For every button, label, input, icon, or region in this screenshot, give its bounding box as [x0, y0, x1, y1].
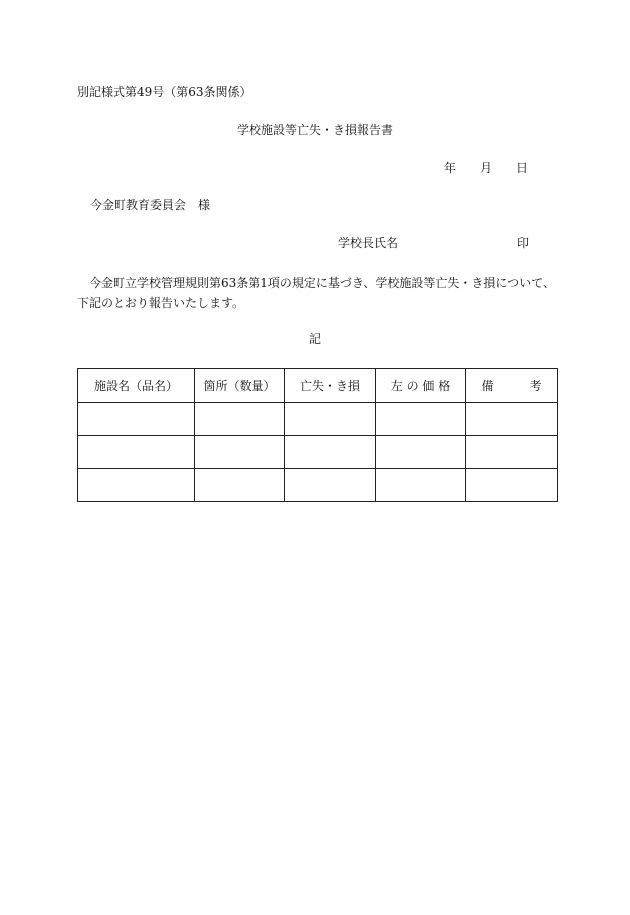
- seal-label: 印: [517, 236, 530, 250]
- table-cell[interactable]: [285, 403, 376, 436]
- header-location-quantity: 箇所（数量）: [195, 369, 285, 403]
- header-loss-damage: 亡失・き損: [285, 369, 376, 403]
- header-facility-name: 施設名（品名）: [78, 369, 195, 403]
- table-cell[interactable]: [466, 436, 558, 469]
- report-table: [77, 368, 558, 502]
- table-cell[interactable]: [285, 469, 376, 502]
- table-cell[interactable]: [195, 436, 285, 469]
- table-cell[interactable]: [78, 436, 195, 469]
- body-text: 今金町立学校管理規則第63条第1項の規定に基づき、学校施設等亡失・き損について、下記のとおり報告いたします。: [77, 276, 555, 310]
- date-month-label: 月: [480, 161, 493, 175]
- table-cell[interactable]: [466, 469, 558, 502]
- principal-line: [338, 235, 530, 251]
- table-cell[interactable]: [78, 403, 195, 436]
- principal-name-label: 学校長氏名: [338, 236, 399, 250]
- date-year-label: 年: [444, 161, 457, 175]
- table-row: [78, 403, 558, 436]
- document-title: 学校施設等亡失・き損報告書: [236, 123, 393, 137]
- table-row: [78, 469, 558, 502]
- date-day-label: 日: [516, 161, 529, 175]
- header-value: 左 の 価 格: [376, 369, 466, 403]
- table-cell[interactable]: [466, 403, 558, 436]
- date-line: [444, 160, 528, 176]
- form-number: 別記様式第49号（第63条関係）: [77, 85, 252, 99]
- table-header-row: [78, 369, 558, 403]
- addressee: 今金町教育委員会 様: [90, 198, 211, 212]
- table-row: [78, 436, 558, 469]
- table-cell[interactable]: [195, 469, 285, 502]
- table-cell[interactable]: [376, 469, 466, 502]
- table-cell[interactable]: [78, 469, 195, 502]
- table-cell[interactable]: [376, 403, 466, 436]
- table-cell[interactable]: [285, 436, 376, 469]
- table-cell[interactable]: [195, 403, 285, 436]
- header-remarks: 備 考: [466, 369, 558, 403]
- ki-label: 記: [308, 332, 321, 346]
- table-cell[interactable]: [376, 436, 466, 469]
